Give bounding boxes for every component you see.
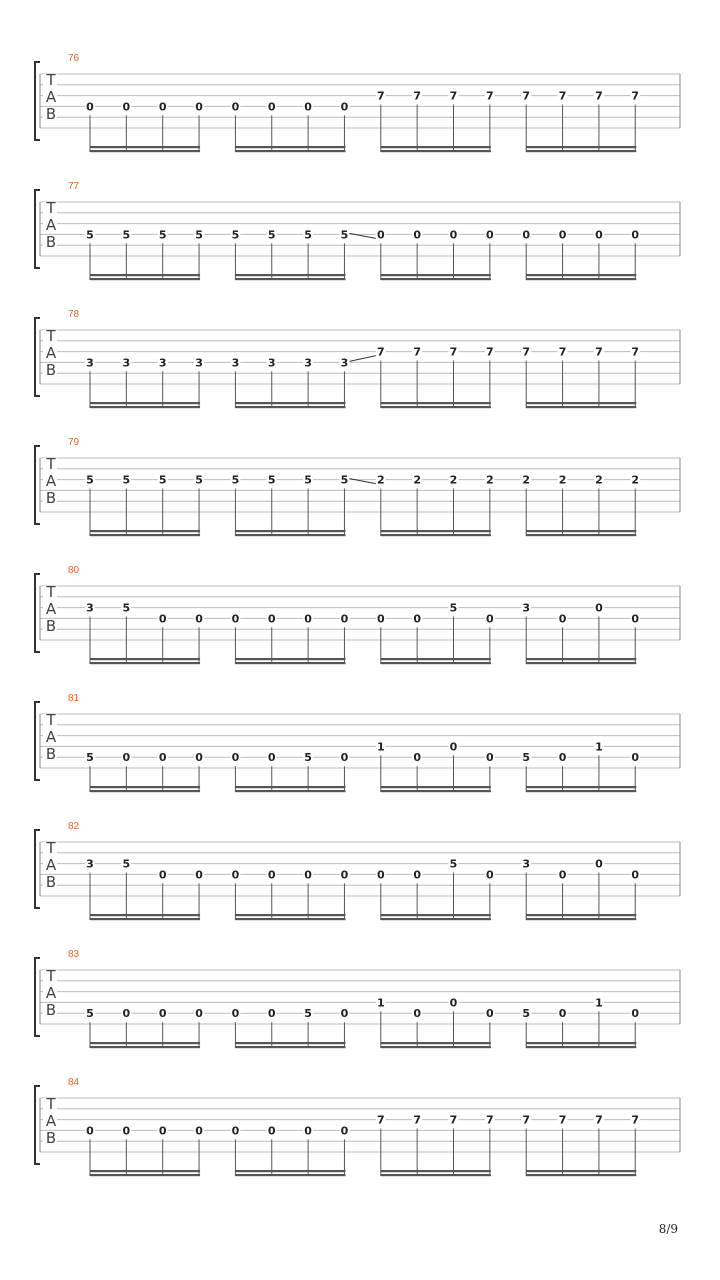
fret-number: 1 — [376, 740, 385, 754]
tab-clef-letter: A — [45, 728, 57, 746]
beam — [381, 918, 491, 920]
fret-number: 0 — [195, 612, 203, 626]
fret-number: 3 — [304, 356, 312, 370]
fret-number: 0 — [558, 751, 567, 765]
fret-number: 0 — [558, 1007, 567, 1021]
fret-number: 0 — [595, 857, 603, 871]
fret-number: 7 — [413, 345, 421, 359]
system-bracket — [35, 574, 40, 652]
fret-number: 2 — [449, 473, 458, 487]
fret-number: 3 — [231, 356, 240, 370]
fret-number: 1 — [595, 740, 603, 754]
fret-number: 5 — [158, 473, 167, 487]
fret-number: 0 — [122, 1007, 131, 1021]
beam — [90, 150, 200, 152]
fret-number: 2 — [558, 473, 567, 487]
beam — [381, 530, 491, 532]
beam — [90, 1170, 200, 1172]
beam — [235, 406, 345, 408]
fret-number: 5 — [304, 1007, 312, 1021]
fret-number: 5 — [340, 473, 349, 487]
fret-number: 7 — [376, 89, 385, 103]
fret-number: 3 — [158, 356, 167, 370]
measure-number: 83 — [68, 949, 80, 960]
beam — [90, 1174, 200, 1176]
measure-number: 78 — [68, 309, 80, 320]
fret-number: 0 — [631, 751, 640, 765]
fret-number: 7 — [486, 89, 494, 103]
tab-clef-letter: A — [45, 600, 57, 618]
beam — [526, 1046, 636, 1048]
fret-number: 0 — [340, 100, 349, 114]
fret-number: 7 — [558, 1113, 567, 1127]
measure-number: 79 — [68, 437, 80, 448]
fret-number: 7 — [631, 89, 640, 103]
fret-number: 0 — [486, 868, 494, 882]
slide-line — [349, 356, 375, 362]
fret-number: 5 — [86, 1007, 94, 1021]
fret-number: 0 — [376, 868, 385, 882]
tab-clef-letter: B — [45, 1001, 57, 1019]
fret-number: 7 — [631, 1113, 640, 1127]
fret-number: 0 — [122, 100, 131, 114]
fret-number: 0 — [449, 996, 458, 1010]
beam — [381, 274, 491, 276]
beam — [381, 786, 491, 788]
fret-number: 0 — [558, 228, 567, 242]
beam — [235, 790, 345, 792]
tab-clef-letter: B — [45, 361, 57, 379]
beam — [381, 1042, 491, 1044]
fret-number: 0 — [231, 1124, 240, 1138]
beam — [381, 406, 491, 408]
fret-number: 7 — [449, 1113, 458, 1127]
fret-number: 5 — [231, 228, 240, 242]
fret-number: 0 — [267, 868, 276, 882]
fret-number: 0 — [449, 740, 458, 754]
fret-number: 2 — [522, 473, 531, 487]
beam — [526, 146, 636, 148]
fret-number: 5 — [522, 1007, 531, 1021]
beam — [235, 786, 345, 788]
beam — [235, 150, 345, 152]
beam — [90, 918, 200, 920]
beam — [381, 662, 491, 664]
fret-number: 0 — [122, 1124, 131, 1138]
beam — [526, 402, 636, 404]
tab-clef-letter: T — [46, 839, 56, 857]
beam — [526, 530, 636, 532]
fret-number: 0 — [413, 1007, 421, 1021]
fret-number: 3 — [522, 601, 531, 615]
fret-number: 0 — [158, 612, 167, 626]
fret-number: 5 — [304, 751, 312, 765]
fret-number: 5 — [86, 473, 94, 487]
fret-number: 0 — [304, 1124, 312, 1138]
beam — [526, 786, 636, 788]
fret-number: 7 — [522, 89, 531, 103]
beam — [235, 402, 345, 404]
fret-number: 0 — [158, 751, 167, 765]
fret-number: 7 — [376, 345, 385, 359]
fret-number: 7 — [449, 89, 458, 103]
beam — [381, 1046, 491, 1048]
fret-number: 5 — [267, 228, 276, 242]
fret-number: 0 — [267, 100, 276, 114]
beam — [381, 1170, 491, 1172]
fret-number: 0 — [340, 1007, 349, 1021]
tab-clef-letter: A — [45, 856, 57, 874]
fret-number: 7 — [522, 345, 531, 359]
fret-number: 0 — [231, 1007, 240, 1021]
fret-number: 0 — [195, 100, 203, 114]
beam — [235, 146, 345, 148]
beam — [235, 918, 345, 920]
fret-number: 5 — [449, 857, 458, 871]
fret-number: 0 — [595, 601, 603, 615]
fret-number: 5 — [122, 857, 131, 871]
fret-number: 0 — [376, 612, 385, 626]
fret-number: 0 — [158, 1124, 167, 1138]
fret-number: 5 — [122, 601, 131, 615]
fret-number: 1 — [376, 996, 385, 1010]
beam — [526, 278, 636, 280]
beam — [526, 406, 636, 408]
system-bracket — [35, 446, 40, 524]
beam — [526, 150, 636, 152]
fret-number: 0 — [340, 612, 349, 626]
tab-clef-letter: A — [45, 984, 57, 1002]
fret-number: 7 — [558, 89, 567, 103]
fret-number: 7 — [595, 1113, 603, 1127]
fret-number: 0 — [267, 1124, 276, 1138]
fret-number: 5 — [304, 228, 312, 242]
fret-number: 0 — [158, 868, 167, 882]
fret-number: 5 — [195, 228, 203, 242]
fret-number: 0 — [558, 612, 567, 626]
fret-number: 5 — [231, 473, 240, 487]
fret-number: 7 — [558, 345, 567, 359]
beam — [235, 658, 345, 660]
beam — [381, 534, 491, 536]
fret-number: 5 — [86, 751, 94, 765]
fret-number: 7 — [486, 1113, 494, 1127]
tab-clef-letter: B — [45, 489, 57, 507]
fret-number: 0 — [304, 100, 312, 114]
fret-number: 0 — [413, 751, 421, 765]
beam — [526, 658, 636, 660]
measure-number: 76 — [68, 53, 80, 64]
tab-clef-letter: T — [46, 455, 56, 473]
fret-number: 5 — [195, 473, 203, 487]
beam — [381, 150, 491, 152]
tab-clef-letter: T — [46, 327, 56, 345]
beam — [90, 274, 200, 276]
beam — [90, 534, 200, 536]
fret-number: 0 — [595, 228, 603, 242]
beam — [90, 1046, 200, 1048]
fret-number: 2 — [486, 473, 494, 487]
system-bracket — [35, 62, 40, 140]
fret-number: 0 — [631, 868, 640, 882]
beam — [90, 790, 200, 792]
fret-number: 7 — [522, 1113, 531, 1127]
fret-number: 5 — [522, 751, 531, 765]
measure-number: 80 — [68, 565, 80, 576]
fret-number: 0 — [158, 100, 167, 114]
fret-number: 5 — [449, 601, 458, 615]
beam — [90, 402, 200, 404]
fret-number: 0 — [231, 868, 240, 882]
beam — [235, 662, 345, 664]
tab-clef-letter: B — [45, 873, 57, 891]
fret-number: 0 — [486, 1007, 494, 1021]
beam — [235, 274, 345, 276]
fret-number: 0 — [231, 612, 240, 626]
tab-clef-letter: B — [45, 105, 57, 123]
system-bracket — [35, 1086, 40, 1164]
fret-number: 0 — [413, 228, 421, 242]
tab-clef-letter: A — [45, 344, 57, 362]
fret-number: 7 — [413, 89, 421, 103]
fret-number: 0 — [631, 1007, 640, 1021]
tab-clef-letter: B — [45, 233, 57, 251]
fret-number: 0 — [340, 868, 349, 882]
fret-number: 3 — [522, 857, 531, 871]
fret-number: 0 — [267, 612, 276, 626]
fret-number: 0 — [340, 1124, 349, 1138]
beam — [235, 1042, 345, 1044]
fret-number: 0 — [340, 751, 349, 765]
beam — [381, 790, 491, 792]
beam — [90, 530, 200, 532]
beam — [90, 658, 200, 660]
tab-clef-letter: T — [46, 967, 56, 985]
fret-number: 0 — [231, 100, 240, 114]
fret-number: 5 — [122, 228, 131, 242]
beam — [381, 278, 491, 280]
beam — [381, 146, 491, 148]
beam — [526, 918, 636, 920]
fret-number: 0 — [195, 751, 203, 765]
beam — [90, 914, 200, 916]
fret-number: 7 — [631, 345, 640, 359]
fret-number: 0 — [304, 612, 312, 626]
beam — [90, 146, 200, 148]
fret-number: 0 — [195, 868, 203, 882]
fret-number: 0 — [413, 868, 421, 882]
tab-clef-letter: T — [46, 1095, 56, 1113]
fret-number: 3 — [86, 601, 94, 615]
fret-number: 0 — [195, 1124, 203, 1138]
beam — [526, 1170, 636, 1172]
fret-number: 2 — [376, 473, 385, 487]
fret-number: 0 — [122, 751, 131, 765]
beam — [90, 662, 200, 664]
fret-number: 0 — [631, 612, 640, 626]
measure-number: 81 — [68, 693, 80, 704]
tab-clef-letter: B — [45, 745, 57, 763]
fret-number: 2 — [413, 473, 421, 487]
tab-clef-letter: A — [45, 1112, 57, 1130]
fret-number: 0 — [486, 612, 494, 626]
fret-number: 3 — [86, 857, 94, 871]
beam — [526, 274, 636, 276]
fret-number: 3 — [267, 356, 276, 370]
beam — [235, 914, 345, 916]
fret-number: 5 — [267, 473, 276, 487]
tab-clef-letter: A — [45, 472, 57, 490]
tab-clef-letter: B — [45, 617, 57, 635]
beam — [235, 278, 345, 280]
beam — [526, 1042, 636, 1044]
fret-number: 0 — [558, 868, 567, 882]
system-bracket — [35, 190, 40, 268]
fret-number: 5 — [304, 473, 312, 487]
measure-number: 84 — [68, 1077, 80, 1088]
beam — [381, 914, 491, 916]
tab-clef-letter: T — [46, 71, 56, 89]
fret-number: 7 — [376, 1113, 385, 1127]
fret-number: 2 — [631, 473, 640, 487]
fret-number: 7 — [413, 1113, 421, 1127]
fret-number: 3 — [195, 356, 203, 370]
fret-number: 0 — [486, 751, 494, 765]
beam — [90, 406, 200, 408]
fret-number: 5 — [86, 228, 94, 242]
tab-clef-letter: T — [46, 711, 56, 729]
beam — [90, 1042, 200, 1044]
fret-number: 7 — [595, 345, 603, 359]
fret-number: 7 — [595, 89, 603, 103]
system-bracket — [35, 702, 40, 780]
tab-clef-letter: A — [45, 216, 57, 234]
beam — [526, 914, 636, 916]
fret-number: 0 — [267, 1007, 276, 1021]
beam — [235, 1174, 345, 1176]
fret-number: 0 — [449, 228, 458, 242]
fret-number: 0 — [486, 228, 494, 242]
beam — [381, 658, 491, 660]
measure-number: 82 — [68, 821, 80, 832]
fret-number: 0 — [522, 228, 531, 242]
beam — [235, 1170, 345, 1172]
fret-number: 3 — [340, 356, 349, 370]
fret-number: 3 — [122, 356, 131, 370]
system-bracket — [35, 318, 40, 396]
fret-number: 0 — [267, 751, 276, 765]
fret-number: 2 — [595, 473, 603, 487]
beam — [235, 1046, 345, 1048]
beam — [526, 534, 636, 536]
page-number: 8/9 — [658, 1222, 678, 1236]
tab-clef-letter: B — [45, 1129, 57, 1147]
fret-number: 7 — [486, 345, 494, 359]
beam — [235, 530, 345, 532]
beam — [526, 790, 636, 792]
fret-number: 7 — [449, 345, 458, 359]
fret-number: 0 — [158, 1007, 167, 1021]
tab-clef-letter: T — [46, 583, 56, 601]
fret-number: 0 — [376, 228, 385, 242]
fret-number: 0 — [195, 1007, 203, 1021]
system-bracket — [35, 830, 40, 908]
beam — [526, 1174, 636, 1176]
fret-number: 3 — [86, 356, 94, 370]
fret-number: 5 — [340, 228, 349, 242]
tab-clef-letter: A — [45, 88, 57, 106]
beam — [381, 1174, 491, 1176]
measure-number: 77 — [68, 181, 80, 192]
beam — [526, 662, 636, 664]
beam — [235, 534, 345, 536]
tab-clef-letter: T — [46, 199, 56, 217]
beam — [90, 786, 200, 788]
fret-number: 0 — [631, 228, 640, 242]
fret-number: 0 — [86, 100, 94, 114]
fret-number: 0 — [231, 751, 240, 765]
fret-number: 0 — [413, 612, 421, 626]
fret-number: 1 — [595, 996, 603, 1010]
fret-number: 5 — [158, 228, 167, 242]
fret-number: 0 — [86, 1124, 94, 1138]
fret-number: 0 — [304, 868, 312, 882]
beam — [381, 402, 491, 404]
fret-number: 5 — [122, 473, 131, 487]
beam — [90, 278, 200, 280]
system-bracket — [35, 958, 40, 1036]
